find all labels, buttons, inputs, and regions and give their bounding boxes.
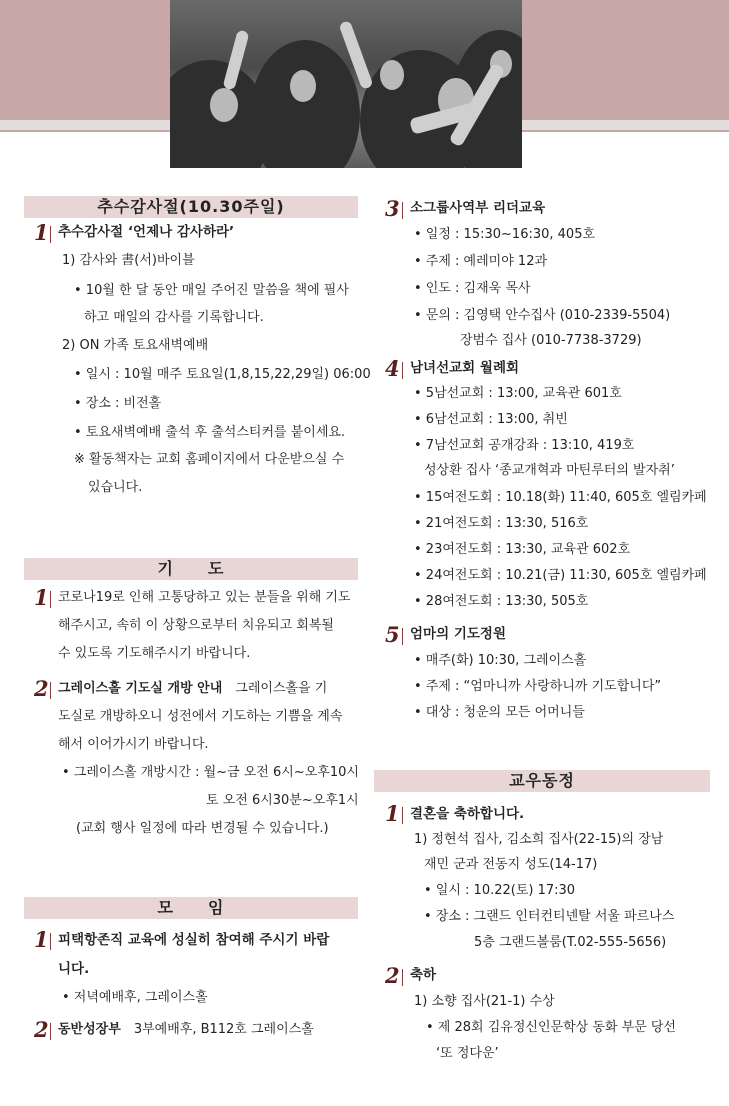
right-item4-bullet3-line2: 성상환 집사 ‘종교개혁과 마틴루터의 발자취’ <box>424 463 675 478</box>
prayer-item2-line1-rest: 그레이스홀을 기 <box>235 681 328 696</box>
news-item2-sub: 1) 소향 집사(21-1) 수상 <box>414 994 555 1009</box>
harvest-item1-title: 추수감사절 ‘언제나 감사하라’ <box>58 224 235 240</box>
harvest-sub2-bullet2: • 장소 : 비전홀 <box>74 396 162 411</box>
meeting-item2-rest: 3부예배후, B112호 그레이스홀 <box>133 1022 314 1037</box>
harvest-sub2-bullet3: • 토요새벽예배 출석 후 출석스티커를 붙이세요. <box>74 425 346 440</box>
news-item1-title: 결혼을 축하합니다. <box>410 806 525 822</box>
number-divider <box>402 362 403 379</box>
news-item1-bullet2-line2: 5층 그랜드볼룸(T.02-555-5656) <box>474 935 667 950</box>
right-item4-title: 남녀선교회 월례회 <box>410 360 520 376</box>
news-item2-bullet1: • 제 28회 김유정신인문학상 동화 부문 당선 <box>426 1020 676 1035</box>
right-item3-bullet2: • 주제 : 예레미야 12과 <box>414 254 548 269</box>
right-item5-bullet1: • 매주(화) 10:30, 그레이스홀 <box>414 653 587 668</box>
number-divider <box>402 969 403 986</box>
prayer-item2-note: (교회 행사 일정에 따라 변경될 수 있습니다.) <box>76 821 329 836</box>
right-item5-bullet3: • 대상 : 청운의 모든 어머니들 <box>414 705 585 720</box>
harvest-header: 추수감사절(10.30주일) <box>24 196 358 218</box>
right-item5-title: 엄마의 기도정원 <box>410 626 506 642</box>
prayer-item2-bullet-line1: • 그레이스홀 개방시간 : 월~금 오전 6시~오후10시 <box>62 765 359 780</box>
right-item4-bullet2: • 6남선교회 : 13:00, 취빈 <box>414 412 568 427</box>
meeting-item1-line2: 니다. <box>58 961 90 977</box>
prayer-item1-line3: 수 있도록 기도해주시기 바랍니다. <box>58 646 251 661</box>
prayer-item1-number: 1 <box>34 585 49 610</box>
news-item2-number: 2 <box>385 963 400 988</box>
right-item3-bullet1: • 일정 : 15:30~16:30, 405호 <box>414 227 596 242</box>
prayer-item2-bullet-line2: 토 오전 6시30분~오후1시 <box>206 793 359 808</box>
prayer-item1-line1: 코로나19로 인해 고통당하고 있는 분들을 위해 기도 <box>58 590 351 605</box>
number-divider <box>50 1023 51 1040</box>
news-item1-bullet2: • 장소 : 그랜드 인터컨티넨탈 서울 파르나스 <box>424 909 675 924</box>
news-item1-sub-line1: 1) 정현석 집사, 김소희 집사(22-15)의 장남 <box>414 832 664 847</box>
harvest-item1-number: 1 <box>34 220 49 245</box>
prayer-header: 기 도 <box>24 558 358 580</box>
meeting-item1-line1: 피택항존직 교육에 성실히 참여해 주시기 바랍 <box>58 932 330 948</box>
right-item5-number: 5 <box>385 622 400 647</box>
harvest-sub2-bullet1: • 일시 : 10월 매주 토요일(1,8,15,22,29일) 06:00 <box>74 367 371 382</box>
news-item2-bullet1-line2: ‘또 정다운’ <box>436 1046 499 1061</box>
meeting-header: 모 임 <box>24 897 358 919</box>
right-item4-bullet6: • 23여전도회 : 13:30, 교육관 602호 <box>414 542 631 557</box>
meeting-item2-title: 동반성장부 <box>58 1022 121 1037</box>
news-item1-number: 1 <box>385 801 400 826</box>
harvest-note-line2: 있습니다. <box>88 480 143 495</box>
number-divider <box>50 226 51 243</box>
right-item4-bullet4: • 15여전도회 : 10.18(화) 11:40, 605호 엘림카페 <box>414 490 707 505</box>
prayer-item2-line3: 해서 이어가시기 바랍니다. <box>58 737 209 752</box>
right-item4-bullet8: • 28여전도회 : 13:30, 505호 <box>414 594 589 609</box>
harvest-sub1-bullet1-line1: • 10월 한 달 동안 매일 주어진 말씀을 책에 필사 <box>74 283 349 298</box>
meeting-item1-bullet: • 저녁예배후, 그레이스홀 <box>62 990 208 1005</box>
news-item1-bullet1: • 일시 : 10.22(토) 17:30 <box>424 883 576 898</box>
number-divider <box>402 807 403 824</box>
harvest-sub2: 2) ON 가족 토요새벽예배 <box>62 338 209 353</box>
right-item4-bullet1: • 5남선교회 : 13:00, 교육관 601호 <box>414 386 622 401</box>
right-item3-title: 소그룹사역부 리더교육 <box>410 200 546 216</box>
right-item3-number: 3 <box>385 196 400 221</box>
number-divider <box>50 682 51 699</box>
right-item3-bullet4-line2: 장범수 집사 (010-7738-3729) <box>460 333 642 348</box>
worship-photo <box>170 0 522 168</box>
news-item2-title: 축하 <box>410 967 437 983</box>
prayer-item2-line2: 도실로 개방하오니 성전에서 기도하는 기쁨을 계속 <box>58 709 343 724</box>
prayer-item2-line1 <box>58 680 327 698</box>
prayer-item2-title: 그레이스홀 기도실 개방 안내 <box>58 681 223 696</box>
right-item4-number: 4 <box>385 356 400 381</box>
harvest-sub1: 1) 감사와 書(서)바이블 <box>62 253 195 268</box>
number-divider <box>402 202 403 219</box>
number-divider <box>402 628 403 645</box>
prayer-item1-line2: 해주시고, 속히 이 상황으로부터 치유되고 회복될 <box>58 618 334 633</box>
right-item4-bullet7: • 24여전도회 : 10.21(금) 11:30, 605호 엘림카페 <box>414 568 707 583</box>
right-item5-bullet2: • 주제 : “엄마니까 사랑하니까 기도합니다” <box>414 679 662 694</box>
news-header: 교우동정 <box>374 770 710 792</box>
number-divider <box>50 933 51 950</box>
right-item4-bullet5: • 21여전도회 : 13:30, 516호 <box>414 516 589 531</box>
meeting-item1-number: 1 <box>34 927 49 952</box>
harvest-sub1-bullet1-line2: 하고 매일의 감사를 기록합니다. <box>84 310 264 325</box>
right-item3-bullet4: • 문의 : 김영택 안수집사 (010-2339-5504) <box>414 308 671 323</box>
news-item1-sub-line2: 재민 군과 전동지 성도(14-17) <box>424 857 598 872</box>
right-item3-bullet3: • 인도 : 김재욱 목사 <box>414 281 531 296</box>
right-item4-bullet3: • 7남선교회 공개강좌 : 13:10, 419호 <box>414 438 635 453</box>
number-divider <box>50 591 51 608</box>
prayer-item2-number: 2 <box>34 676 49 701</box>
meeting-item2-number: 2 <box>34 1017 49 1042</box>
harvest-note-line1: ※ 활동책자는 교회 홈페이지에서 다운받으실 수 <box>74 452 345 467</box>
meeting-item2-line <box>58 1021 314 1039</box>
